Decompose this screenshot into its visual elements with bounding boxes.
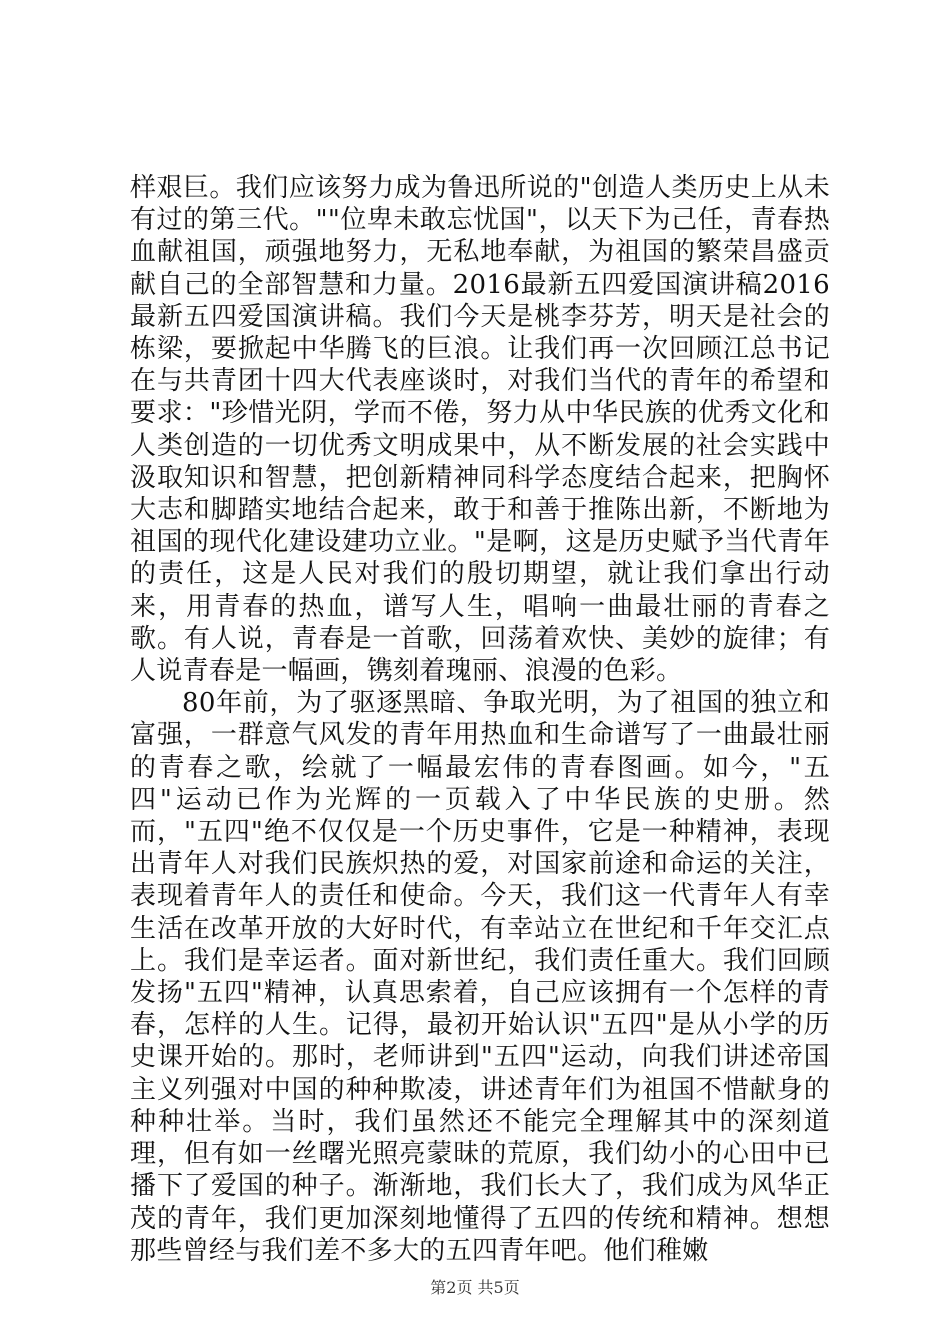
- document-body: [130, 172, 830, 1267]
- page-number-footer: 第2页 共5页: [430, 1278, 520, 1297]
- paragraph-1: 样艰巨。我们应该努力成为鲁迅所说的"创造人类历史上从未有过的第三代。""位卑未敢忘忧国"，以天下为己任，青春热血献祖国，顽强地努力，无私地奉献，为祖国的繁荣昌盛贡献自己的全部智慧和力量。2016最新五四爱国演讲稿2016最新五四爱国演讲稿。我们今天是桃李芬芳，明天是社会的栋梁，要掀起中华腾飞的巨浪。让我们再一次回顾江总书记在与共青团十四大代表座谈时，对我们当代的青年的希望和要求："珍惜光阴，学而不倦，努力从中华民族的优秀文化和人类创造的一切优秀文明成果中，从不断发展的社会实践中汲取知识和智慧，把创新精神同科学态度结合起来，把胸怀大志和脚踏实地结合起来，敢于和善于推陈出新，不断地为祖国的现代化建设建功立业。"是啊，这是历史赋予当代青年的责任，这是人民对我们的殷切期望，就让我们拿出行动来，用青春的热血，谱写人生，唱响一曲最壮丽的青春之歌。有人说，青春是一首歌，回荡着欢快、美妙的旋律；有人说青春是一幅画，镌刻着瑰丽、浪漫的色彩。: [130, 173, 830, 687]
- paragraph-2: 80年前，为了驱逐黑暗、争取光明，为了祖国的独立和富强，一群意气风发的青年用热血和生命谱写了一曲最壮丽的青春之歌，绘就了一幅最宏伟的青春图画。如今，"五四"运动已作为光辉的一页载入了中华民族的史册。然而，"五四"绝不仅仅是一个历史事件，它是一种精神，表现出青年人对我们民族炽热的爱，对国家前途和命运的关注，表现着青年人的责任和使命。今天，我们这一代青年人有幸生活在改革开放的大好时代，有幸站立在世纪和千年交汇点上。我们是幸运者。面对新世纪，我们责任重大。我们回顾发扬"五四"精神，认真思索着，自己应该拥有一个怎样的青春，怎样的人生。记得，最初开始认识"五四"是从小学的历史课开始的。那时，老师讲到"五四"运动，向我们讲述帝国主义列强对中国的种种欺凌，讲述青年们为祖国不惜献身的种种壮举。当时，我们虽然还不能完全理解其中的深刻道理，但有如一丝曙光照亮蒙昧的荒原，我们幼小的心田中已播下了爱国的种子。渐渐地，我们长大了，我们成为风华正茂的青年，我们更加深刻地懂得了五四的传统和精神。想想那些曾经与我们差不多大的五四青年吧。他们稚嫩: [130, 688, 830, 1266]
